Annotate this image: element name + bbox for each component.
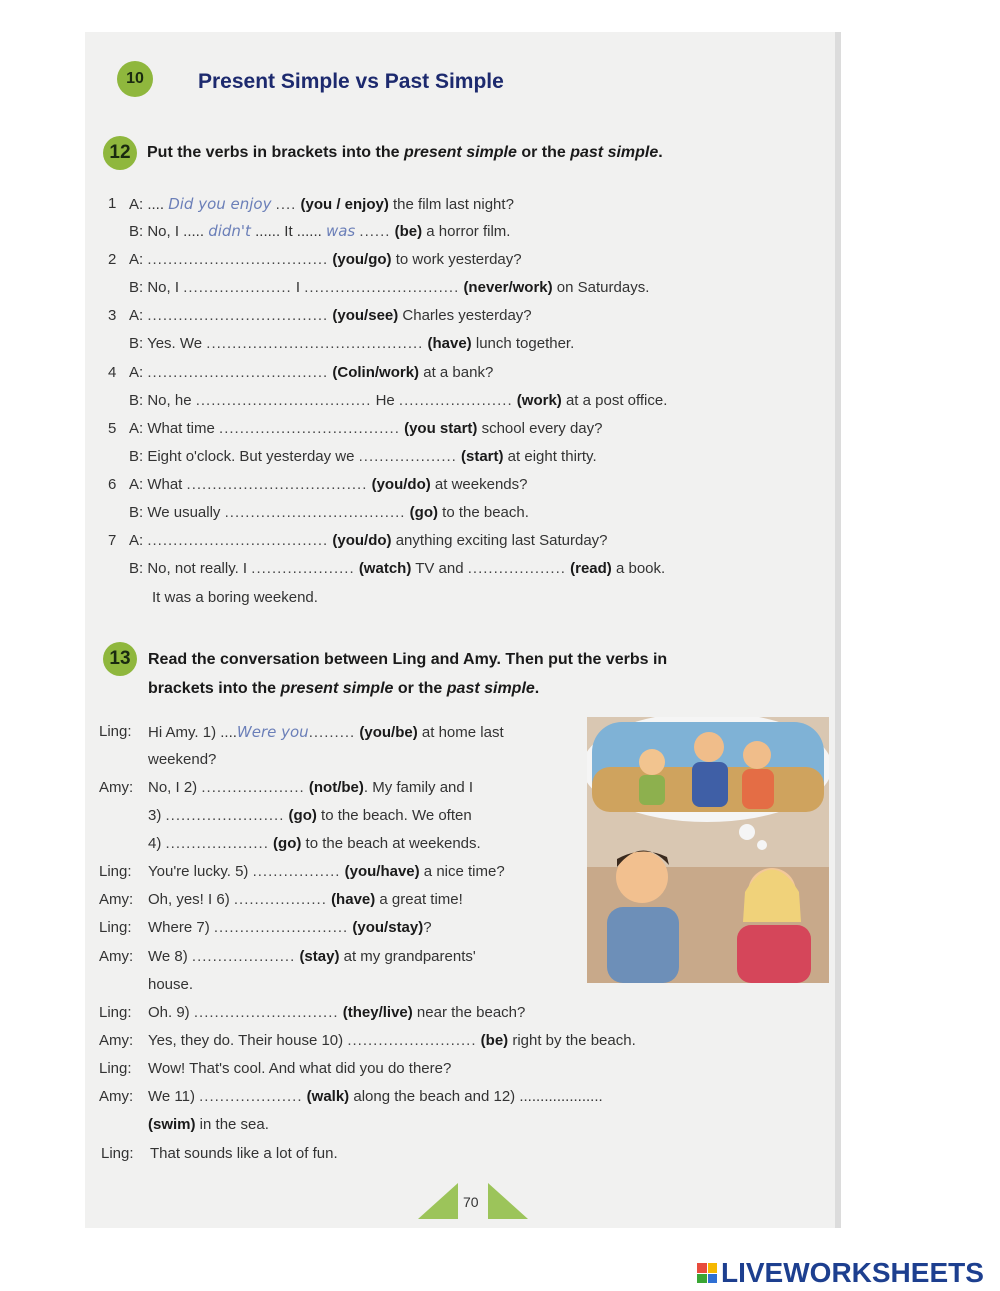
dialogue-line-8b: house. bbox=[148, 976, 194, 993]
answer-field-d10[interactable]: ......................... bbox=[347, 1032, 477, 1049]
logo-square bbox=[697, 1263, 707, 1273]
amy-shirt bbox=[737, 925, 811, 983]
speaker-amy: Amy: bbox=[99, 891, 134, 908]
verb-prompt: (you/stay) bbox=[352, 919, 424, 936]
exercise-13-badge bbox=[103, 642, 137, 676]
dialogue-line-1 bbox=[148, 723, 504, 741]
dialogue-line-10 bbox=[148, 1032, 636, 1049]
verb-prompt: (Colin/work) bbox=[332, 364, 420, 381]
logo-square bbox=[708, 1274, 718, 1284]
grandma-body bbox=[742, 769, 774, 809]
answer-field-1b-1[interactable]: didn't bbox=[208, 222, 251, 240]
verb-prompt: (you/see) bbox=[332, 307, 399, 324]
line-text: We 8) bbox=[148, 948, 192, 965]
question-7c: It was a boring weekend. bbox=[152, 589, 318, 606]
question-number: 3 bbox=[108, 307, 117, 324]
speaker-ling: Ling: bbox=[99, 723, 132, 740]
line-text: B: No, I ..... bbox=[129, 223, 205, 240]
exercise-12-number: 12 bbox=[109, 142, 131, 163]
line-text: a book. bbox=[611, 560, 666, 577]
instr-text: Read the conversation between Ling and Amy. Then put the verbs in bbox=[148, 651, 668, 668]
answer-field-7a[interactable]: ................................... bbox=[147, 532, 329, 549]
line-text: a great time! bbox=[375, 891, 463, 908]
logo-grid-icon bbox=[697, 1263, 717, 1283]
question-6b bbox=[129, 504, 529, 521]
answer-field-d1[interactable]: Were you bbox=[236, 723, 309, 741]
speaker-ling: Ling: bbox=[99, 1004, 132, 1021]
question-2b bbox=[129, 279, 649, 296]
question-4b bbox=[129, 392, 667, 409]
instr-text: brackets into the bbox=[148, 680, 281, 697]
line-text: right by the beach. bbox=[508, 1032, 636, 1049]
exercise-13-number: 13 bbox=[109, 648, 131, 669]
question-6a bbox=[129, 476, 527, 493]
line-text: at eight thirty. bbox=[503, 448, 597, 465]
verb-prompt: (you/be) bbox=[359, 724, 418, 741]
line-text: at weekends? bbox=[430, 476, 528, 493]
question-5a bbox=[129, 420, 603, 437]
line-text: school every day? bbox=[477, 420, 603, 437]
line-text: B: No, I bbox=[129, 279, 184, 296]
verb-prompt: (not/be) bbox=[308, 779, 364, 796]
verb-prompt: (have) bbox=[331, 891, 376, 908]
verb-prompt: (have) bbox=[427, 335, 472, 352]
answer-field-4b-2[interactable]: ...................... bbox=[398, 392, 513, 409]
answer-field-2a[interactable]: ................................... bbox=[147, 251, 329, 268]
speaker-ling: Ling: bbox=[99, 919, 132, 936]
dots: ...... bbox=[359, 223, 391, 240]
line-text: B: No, he bbox=[129, 392, 196, 409]
dialogue-line-3 bbox=[148, 807, 472, 824]
line-text: near the beach? bbox=[412, 1004, 526, 1021]
question-7a bbox=[129, 532, 608, 549]
line-text: No, I 2) bbox=[148, 779, 202, 796]
line-text: Oh, yes! I 6) bbox=[148, 891, 234, 908]
answer-field-1a[interactable]: Did you enjoy bbox=[168, 195, 272, 213]
unit-badge bbox=[117, 61, 153, 97]
verb-prompt: (you / enjoy) bbox=[300, 196, 389, 213]
beach-illustration bbox=[587, 717, 829, 983]
instr-emphasis: past simple bbox=[446, 680, 535, 697]
instr-text: Put the verbs in brackets into the bbox=[147, 144, 404, 161]
verb-prompt: (you/do) bbox=[371, 476, 431, 493]
answer-field-d8[interactable]: .................... bbox=[191, 948, 296, 965]
page-edge bbox=[835, 32, 841, 1228]
question-7b bbox=[129, 560, 665, 577]
line-text: A: bbox=[129, 532, 148, 549]
answer-field-4b-1[interactable]: .................................. bbox=[195, 392, 372, 409]
line-text: a nice time? bbox=[419, 863, 505, 880]
line-text: ...... It ...... bbox=[255, 223, 322, 240]
verb-prompt: (be) bbox=[480, 1032, 509, 1049]
instr-emphasis: present simple bbox=[280, 680, 394, 697]
verb-prompt: (start) bbox=[461, 448, 504, 465]
dialogue-line-8 bbox=[148, 948, 476, 965]
instr-text: or the bbox=[516, 144, 571, 161]
line-text: A: bbox=[129, 251, 148, 268]
verb-prompt: (you/do) bbox=[332, 532, 392, 549]
line-text: anything exciting last Saturday? bbox=[391, 532, 608, 549]
line-text: at a post office. bbox=[561, 392, 668, 409]
answer-field-7b-1[interactable]: .................... bbox=[251, 560, 355, 577]
line-text: lunch together. bbox=[471, 335, 575, 352]
answer-field-3b[interactable]: .......................................... bbox=[206, 335, 424, 352]
verb-prompt: (you/have) bbox=[344, 863, 420, 880]
line-text: Yes, they do. Their house 10) bbox=[148, 1032, 348, 1049]
tab-right bbox=[488, 1183, 528, 1219]
speaker-amy: Amy: bbox=[99, 779, 134, 796]
speaker-amy: Amy: bbox=[99, 1032, 134, 1049]
dialogue-line-5 bbox=[148, 863, 505, 880]
dialogue-line-7 bbox=[148, 919, 432, 936]
dialogue-line-9 bbox=[148, 1004, 525, 1021]
line-text: He bbox=[371, 392, 399, 409]
grandpa-head bbox=[694, 732, 724, 762]
line-text: the film last night? bbox=[388, 196, 514, 213]
question-number: 5 bbox=[108, 420, 117, 437]
question-5b bbox=[129, 448, 597, 465]
verb-prompt: (work) bbox=[516, 392, 562, 409]
grandpa-body bbox=[692, 762, 728, 807]
line-text: 3) bbox=[148, 807, 166, 824]
dialogue-line-1b: weekend? bbox=[148, 751, 217, 768]
question-2a bbox=[129, 251, 522, 268]
speaker-ling: Ling: bbox=[99, 1060, 132, 1077]
line-text: Oh. 9) bbox=[148, 1004, 194, 1021]
line-text: Charles yesterday? bbox=[398, 307, 532, 324]
dialogue-line-13: That sounds like a lot of fun. bbox=[150, 1145, 338, 1162]
question-1a bbox=[129, 195, 514, 213]
question-number: 2 bbox=[108, 251, 117, 268]
line-text: 4) bbox=[148, 835, 166, 852]
verb-prompt: (go) bbox=[288, 807, 317, 824]
line-text: Where 7) bbox=[148, 919, 214, 936]
instr-text: or the bbox=[393, 680, 447, 697]
answer-field-d4[interactable]: .................... bbox=[165, 835, 269, 852]
verb-prompt: (they/live) bbox=[342, 1004, 413, 1021]
answer-field-7b-2[interactable]: ................... bbox=[467, 560, 566, 577]
line-text: I bbox=[291, 279, 305, 296]
answer-field-5a[interactable]: ................................... bbox=[219, 420, 400, 437]
logo-text: LIVEWORKSHEETS bbox=[721, 1257, 984, 1288]
speaker-amy: Amy: bbox=[99, 948, 134, 965]
boy-shirt bbox=[607, 907, 679, 983]
line-text: B: No, not really. I bbox=[129, 560, 252, 577]
line-text: at a bank? bbox=[419, 364, 494, 381]
verb-prompt: (swim) bbox=[148, 1116, 196, 1133]
line-text: A: .... bbox=[129, 196, 165, 213]
speaker-ling: Ling: bbox=[101, 1145, 134, 1162]
line-text: A: bbox=[129, 364, 148, 381]
line-text: to the beach. We often bbox=[316, 807, 472, 824]
line-text: ? bbox=[423, 919, 432, 936]
question-1b bbox=[129, 222, 510, 240]
bubble-dot bbox=[757, 840, 767, 850]
line-text: A: bbox=[129, 307, 148, 324]
logo-square bbox=[697, 1274, 707, 1284]
dots: ......... bbox=[308, 724, 356, 741]
answer-field-5b[interactable]: ................... bbox=[358, 448, 457, 465]
speaker-ling: Ling: bbox=[99, 863, 132, 880]
unit-title: Present Simple vs Past Simple bbox=[198, 70, 504, 93]
exercise-13-instruction bbox=[148, 645, 667, 703]
line-text: A: What time bbox=[129, 420, 220, 437]
dialogue-line-11: Wow! That's cool. And what did you do there? bbox=[148, 1060, 452, 1077]
answer-field-2b-2[interactable]: .............................. bbox=[304, 279, 460, 296]
line-text: on Saturdays. bbox=[552, 279, 650, 296]
answer-field-d11[interactable]: .................... bbox=[199, 1088, 303, 1105]
instr-emphasis: past simple bbox=[570, 144, 659, 161]
line-text: B: Yes. We bbox=[129, 335, 207, 352]
unit-number: 10 bbox=[126, 70, 144, 87]
verb-prompt: (walk) bbox=[306, 1088, 350, 1105]
verb-prompt: (never/work) bbox=[463, 279, 553, 296]
line-text: Hi Amy. 1) .... bbox=[148, 724, 237, 741]
question-number: 1 bbox=[108, 195, 117, 212]
dialogue-line-12 bbox=[148, 1088, 603, 1105]
line-text: You're lucky. 5) bbox=[148, 863, 253, 880]
line-text: We 11) bbox=[148, 1088, 200, 1105]
tab-left bbox=[418, 1183, 458, 1219]
line-text: at home last bbox=[417, 724, 504, 741]
line-text: a horror film. bbox=[422, 223, 511, 240]
line-text: to work yesterday? bbox=[391, 251, 522, 268]
answer-field-3a[interactable]: ................................... bbox=[147, 307, 329, 324]
bubble-dot bbox=[739, 824, 755, 840]
line-text: to the beach. bbox=[437, 504, 529, 521]
line-text: in the sea. bbox=[195, 1116, 269, 1133]
answer-field-d3[interactable]: ....................... bbox=[165, 807, 285, 824]
answer-field-d12[interactable]: along the beach and 12) .................... bbox=[349, 1088, 603, 1105]
line-text: . My family and I bbox=[363, 779, 474, 796]
verb-prompt: (watch) bbox=[358, 560, 412, 577]
question-number: 7 bbox=[108, 532, 117, 549]
grandma-head bbox=[743, 741, 771, 769]
verb-prompt: (be) bbox=[394, 223, 423, 240]
verb-prompt: (you/go) bbox=[332, 251, 392, 268]
line-text: B: We usually bbox=[129, 504, 225, 521]
verb-prompt: (read) bbox=[570, 560, 612, 577]
verb-prompt: (go) bbox=[273, 835, 302, 852]
dialogue-line-6 bbox=[148, 891, 463, 908]
question-3b bbox=[129, 335, 574, 352]
answer-field-6b[interactable]: ................................... bbox=[224, 504, 406, 521]
girl-head bbox=[639, 749, 665, 775]
answer-field-d5[interactable]: ................. bbox=[252, 863, 341, 880]
page-number: 70 bbox=[463, 1194, 479, 1210]
answer-field-d9[interactable]: ............................ bbox=[193, 1004, 339, 1021]
instr-emphasis: present simple bbox=[403, 144, 517, 161]
question-3a bbox=[129, 307, 532, 324]
line-text: B: Eight o'clock. But yesterday we bbox=[129, 448, 359, 465]
dialogue-line-12b bbox=[148, 1116, 269, 1133]
instr-text: . bbox=[534, 680, 540, 697]
exercise-12-badge bbox=[103, 136, 137, 170]
dialogue-line-4 bbox=[148, 835, 481, 852]
line-text: TV and bbox=[411, 560, 468, 577]
illustration-svg bbox=[587, 717, 829, 983]
dialogue-line-2 bbox=[148, 779, 473, 796]
answer-field-d6[interactable]: .................. bbox=[233, 891, 327, 908]
logo-square bbox=[708, 1263, 718, 1273]
answer-field-d2[interactable]: .................... bbox=[201, 779, 305, 796]
dots: .... bbox=[275, 196, 297, 213]
question-number: 4 bbox=[108, 364, 117, 381]
line-text: A: What bbox=[129, 476, 187, 493]
verb-prompt: (go) bbox=[409, 504, 438, 521]
instr-text: . bbox=[658, 144, 663, 161]
answer-field-4a[interactable]: ................................... bbox=[147, 364, 329, 381]
question-number: 6 bbox=[108, 476, 117, 493]
question-4a bbox=[129, 364, 493, 381]
answer-field-1b-2[interactable]: was bbox=[325, 222, 356, 240]
instr-line-2 bbox=[148, 674, 667, 703]
girl-body bbox=[639, 775, 665, 805]
exercise-12-instruction bbox=[147, 138, 663, 167]
line-text: to the beach at weekends. bbox=[301, 835, 481, 852]
verb-prompt: (stay) bbox=[299, 948, 340, 965]
line-text: at my grandparents' bbox=[339, 948, 476, 965]
answer-field-6a[interactable]: ................................... bbox=[186, 476, 368, 493]
speaker-amy: Amy: bbox=[99, 1088, 134, 1105]
liveworksheets-logo bbox=[697, 1257, 984, 1289]
verb-prompt: (you start) bbox=[404, 420, 478, 437]
answer-field-2b-1[interactable]: ..................... bbox=[183, 279, 292, 296]
answer-field-d7[interactable]: .......................... bbox=[213, 919, 349, 936]
